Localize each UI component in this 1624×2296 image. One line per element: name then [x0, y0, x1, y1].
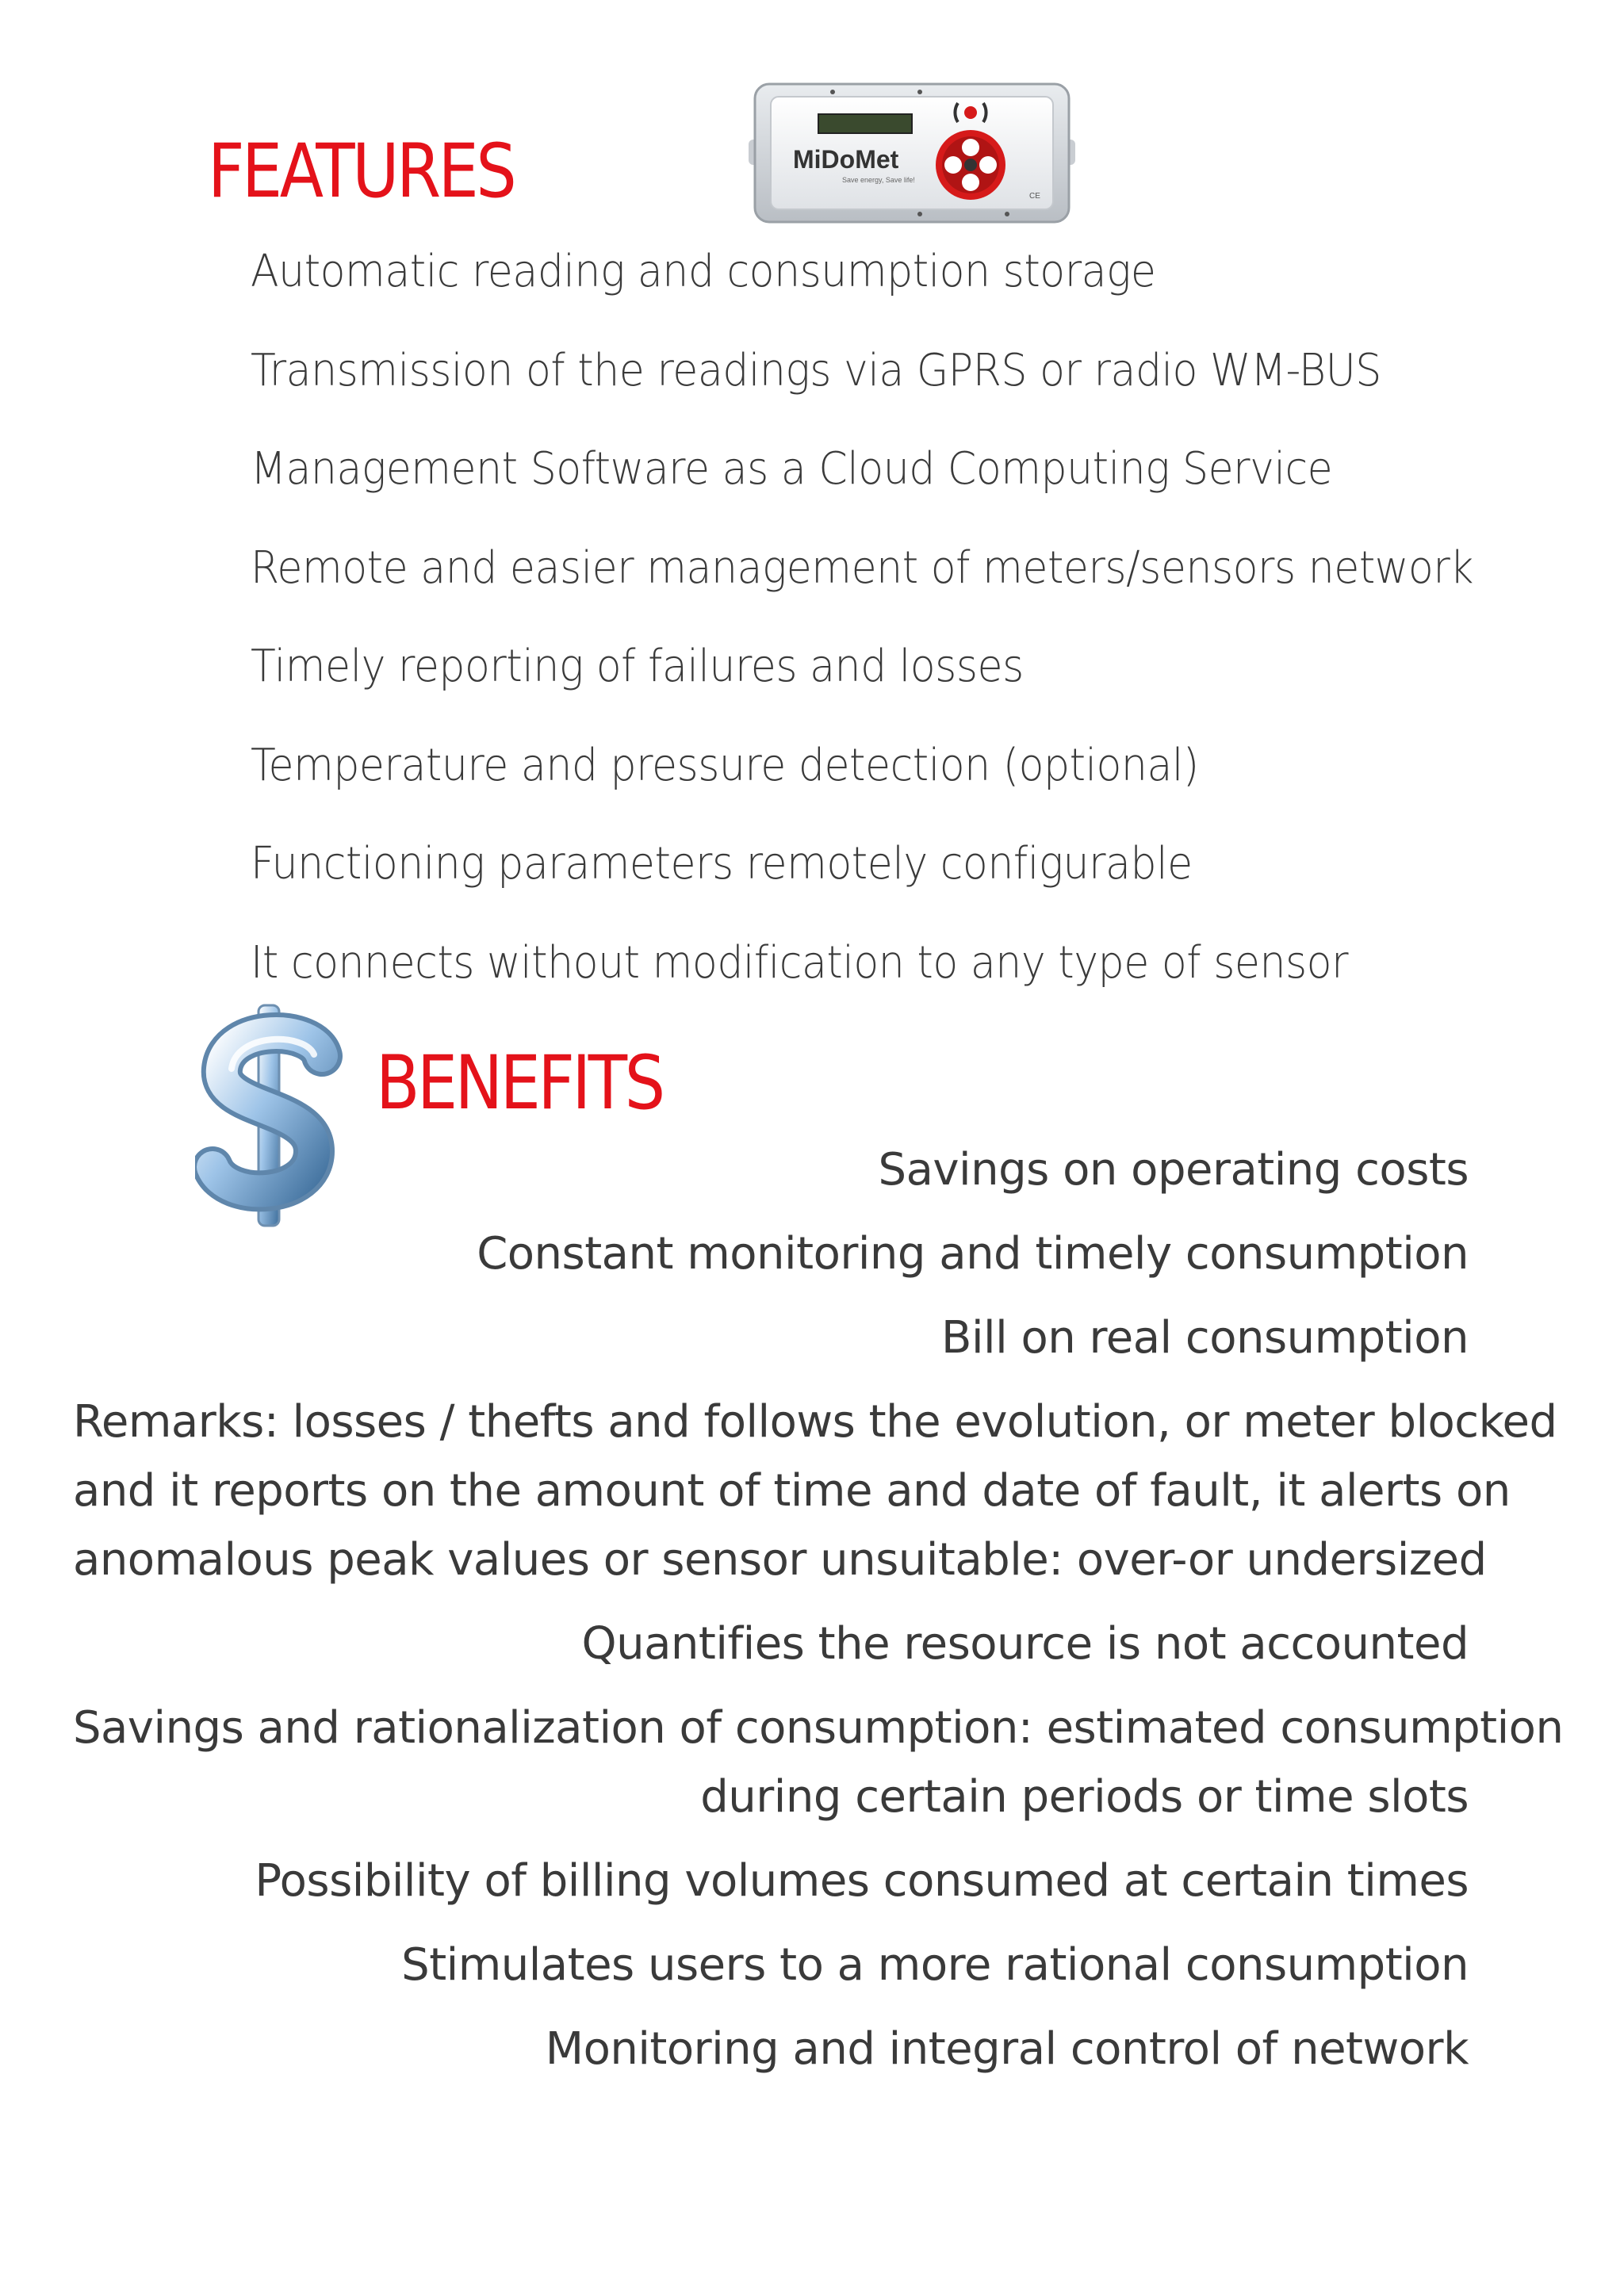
benefit-line: Bill on real consumption [941, 1312, 1469, 1364]
ce-mark: CE [1029, 192, 1040, 201]
benefit-item [73, 1693, 1564, 1831]
feature-item: Transmission of the readings via GPRS or radio WM-BUS [251, 344, 1381, 396]
feature-item: It connects without modification to any type of sensor [251, 936, 1349, 989]
benefit-line: Savings on operating costs [878, 1144, 1469, 1196]
benefit-item [73, 1387, 1557, 1594]
benefit-item [73, 1135, 1469, 1204]
benefit-item [73, 1931, 1469, 1999]
feature-item: Management Software as a Cloud Computing Service [251, 443, 1333, 495]
device-tagline: Save energy, Save life! [842, 176, 915, 184]
benefit-item [73, 1303, 1469, 1372]
device-brand: MiDoMet [793, 145, 899, 174]
benefits-list [73, 1135, 1564, 2099]
benefit-line: during certain periods or time slots [700, 1771, 1469, 1823]
features-heading: FEATURES [208, 128, 515, 215]
benefit-line: Possibility of billing volumes consumed at certain times [255, 1855, 1469, 1907]
benefit-line: Savings and rationalization of consumption: estimated consumption [73, 1702, 1564, 1754]
benefit-line: Monitoring and integral control of network [545, 2023, 1469, 2075]
benefit-item [73, 1219, 1469, 1288]
benefit-item [73, 1846, 1469, 1915]
benefit-line: Quantifies the resource is not accounted [581, 1618, 1469, 1670]
feature-item: Automatic reading and consumption storage [251, 246, 1156, 297]
feature-item: Remote and easier management of meters/sensors network [251, 541, 1473, 594]
benefits-heading: BENEFITS [376, 1040, 663, 1127]
benefit-line: Remarks: losses / thefts and follows the evolution, or meter blocked [73, 1396, 1557, 1448]
meter-device-icon [745, 79, 1078, 227]
feature-item: Timely reporting of failures and losses [251, 641, 1024, 692]
feature-item: Temperature and pressure detection (optional) [251, 739, 1199, 791]
benefit-line: Stimulates users to a more rational consumption [401, 1939, 1469, 1991]
benefit-item [73, 1609, 1469, 1678]
features-list [251, 247, 1565, 1037]
benefit-line: anomalous peak values or sensor unsuitable: over-or undersized [73, 1534, 1487, 1586]
benefit-item [73, 2015, 1469, 2084]
benefit-line: Constant monitoring and timely consumption [477, 1228, 1469, 1280]
benefit-line: and it reports on the amount of time and date of fault, it alerts on [73, 1465, 1511, 1517]
feature-item: Functioning parameters remotely configurable [251, 838, 1193, 890]
